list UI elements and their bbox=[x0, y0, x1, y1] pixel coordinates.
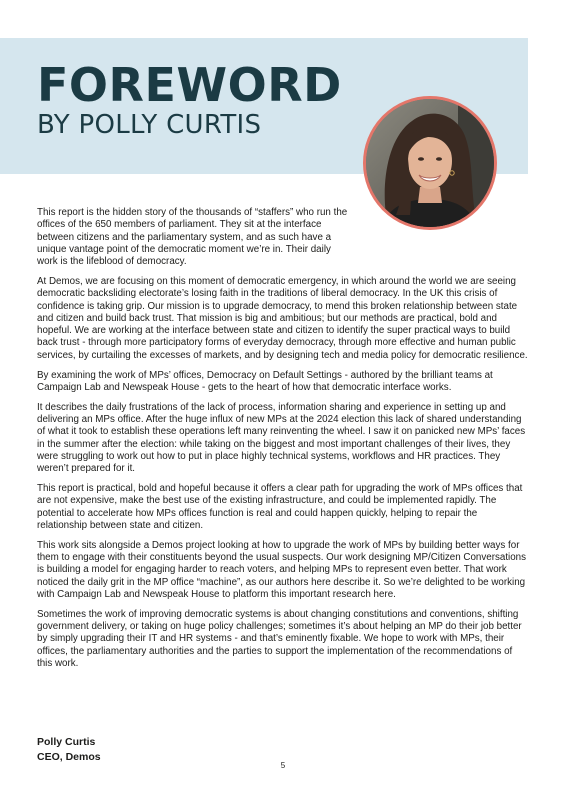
page-title: FOREWORD bbox=[37, 58, 342, 112]
paragraph: This report is the hidden story of the thousands of “staffers” who run the offices of the 650 members of parliament. They sit at the interface between citizens and the parliamentary system, and as such have a unique vantage point of the democratic moment we’re in. Their daily work is the lifeblood of democracy. bbox=[37, 207, 348, 268]
signature-name: Polly Curtis bbox=[37, 736, 96, 748]
paragraph: At Demos, we are focusing on this moment of democratic emergency, in which around the world we are seeing democratic backsliding electorate’s losing faith in the traditions of liberal democracy. In the UK this crisis of confidence is taking grip. Our mission is to upgrade democracy, to mend this broken relationship between state and citizen and build back trust. That mission is big and ambitious; but our methods are practical, bold and hopeful. We are working at the interface between state and citizen to identify the super practical ways to build back trust - through more participatory forms of everyday democracy, through more effective and human public services, by curtailing the excesses of markets, and by designing tech and media policy for democratic resilience. bbox=[37, 275, 528, 361]
paragraph: This work sits alongside a Demos project looking at how to upgrade the work of MPs by building better ways for them to engage with their constituents beyond the usual suspects. Our work designing MP/Citizen Conversations is building a model for engaging harder to reach voters, and helping MPs to represent even better. That work noticed the daily grit in the MP office “machine”, as our authors here describe it. So we’re delighted to be working with Campaign Lab and Newspeak House to platform this important research here. bbox=[37, 539, 527, 600]
paragraph: This report is practical, bold and hopeful because it offers a clear path for upgrading the work of MPs offices that are not expensive, make the best use of the existing infrastructure, and could be implemented rapidly. The potential to accelerate how MPs offices function is real and could happen quickly, helping to repair the relationship between state and citizen. bbox=[37, 482, 523, 531]
paragraph: It describes the daily frustrations of the lack of process, information sharing and experience in setting up and delivering an MPs office. After the huge influx of new MPs at the 2024 election this lack of shared understanding of what it took to establish these operations left many reinventing the wheel. I saw it on panicked new MPs’ faces in the summer after the election: while taking on the biggest and most important challenges of their lives, they were struggling to work out how to put in place highly technical systems, workflows and HR practices. They weren’t prepared for it. bbox=[37, 401, 526, 475]
foreword-body bbox=[37, 207, 528, 678]
paragraph: By examining the work of MPs’ offices, Democracy on Default Settings - authored by the brilliant teams at Campaign Lab and Newspeak House - gets to the heart of how that democratic interface works. bbox=[37, 369, 493, 393]
page-number: 5 bbox=[280, 761, 286, 770]
page-subtitle: BY POLLY CURTIS bbox=[37, 110, 262, 140]
paragraph: Sometimes the work of improving democratic systems is about changing constitutions and conventions, shifting government delivery, or taking on huge policy challenges; sometimes it’s about helping an MP do their job better by simply upgrading their IT and HR systems - and that’s eminently fixable. We hope to work with MPs, their offices, the parliamentary authorities and the parties to support the implementation of the recommendations of this work. bbox=[37, 608, 522, 669]
signature-role: CEO, Demos bbox=[37, 751, 101, 763]
